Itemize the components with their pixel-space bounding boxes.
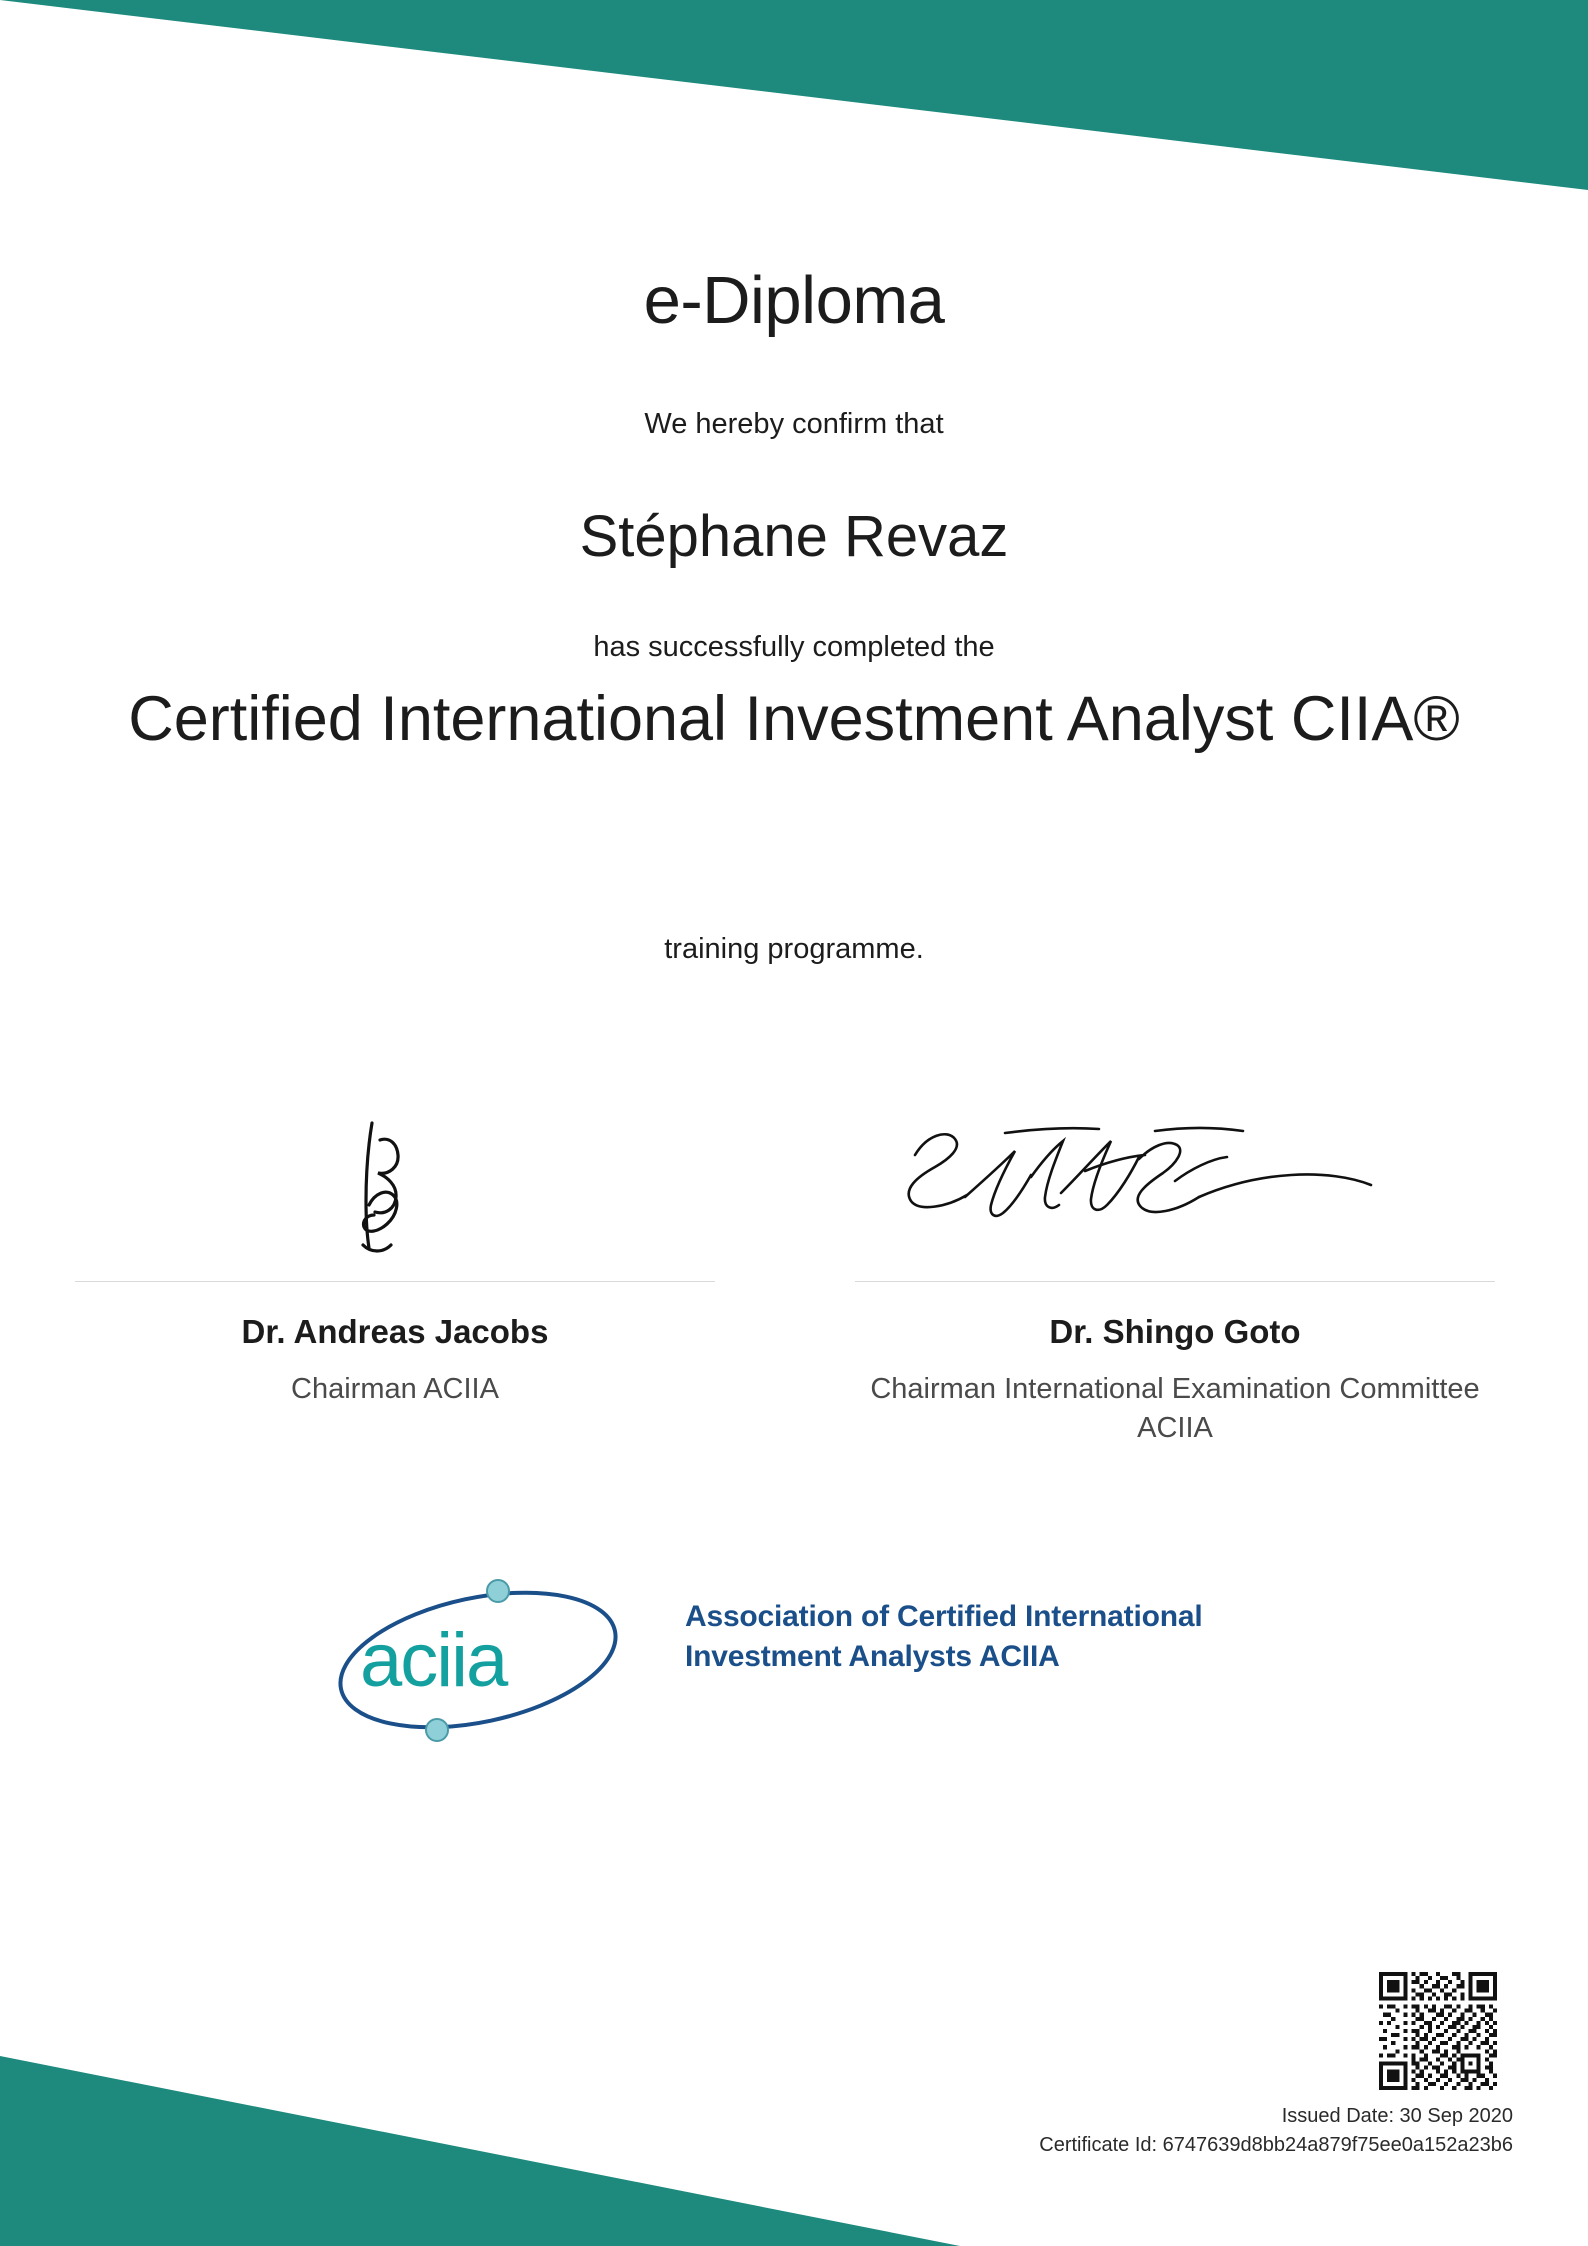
signature-jacobs-icon xyxy=(75,1085,715,1275)
signature-goto-icon xyxy=(855,1085,1495,1275)
aciia-logo-icon xyxy=(320,1560,650,1760)
svg-text:aciia: aciia xyxy=(360,1618,507,1703)
issued-date: Issued Date: 30 Sep 2020 xyxy=(1281,2105,1513,2127)
signature-rule-left xyxy=(75,1281,715,1282)
completion-line: has successfully completed the xyxy=(593,631,995,663)
signature-block-left xyxy=(75,1085,715,1405)
signatory-name-left: Dr. Andreas Jacobs xyxy=(241,1313,549,1350)
organization-name xyxy=(685,1597,1285,1677)
signature-block-right xyxy=(855,1085,1495,1445)
organization-logo-block xyxy=(320,1560,1280,1760)
certificate-meta xyxy=(613,2102,1513,2160)
signatory-name-right: Dr. Shingo Goto xyxy=(1049,1313,1301,1350)
organization-name-line-2: Investment Analysts ACIIA xyxy=(685,1639,1060,1673)
confirmation-line: We hereby confirm that xyxy=(644,408,944,440)
recipient-name: Stéphane Revaz xyxy=(579,504,1009,569)
certificate-id: Certificate Id: 6747639d8bb24a879f75ee0a152a23b6 xyxy=(1039,2134,1513,2156)
signatory-role-right: Chairman International Examination Committee ACIIA xyxy=(870,1373,1480,1445)
signature-rule-right xyxy=(855,1281,1495,1282)
page-title: e-Diploma xyxy=(643,263,945,338)
programme-suffix: training programme. xyxy=(664,933,924,965)
programme-name: Certified International Investment Analyst CIIA® xyxy=(128,684,1460,754)
organization-name-line-1: Association of Certified International xyxy=(685,1600,1203,1633)
qr-code-icon xyxy=(1379,1972,1497,2090)
signatory-role-left: Chairman ACIIA xyxy=(291,1373,499,1405)
